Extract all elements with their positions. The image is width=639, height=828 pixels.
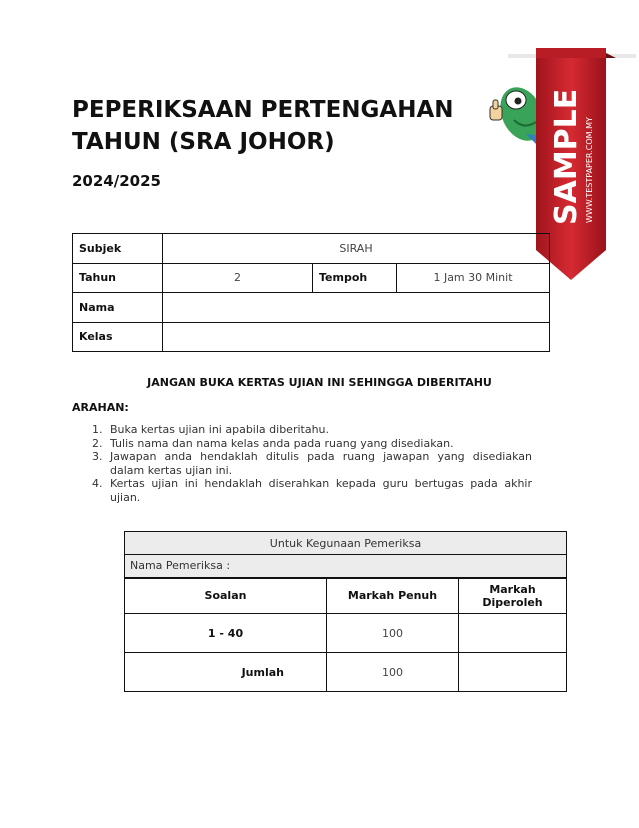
ribbon-subtext: WWW.TESTPAPER.COM.MY (585, 117, 594, 223)
col-full-marks: Markah Penuh (327, 578, 459, 614)
class-field[interactable] (163, 322, 550, 352)
academic-year: 2024/2025 (72, 172, 161, 190)
info-table (72, 233, 550, 352)
title-line-2: TAHUN (SRA JOHOR) (72, 129, 335, 155)
col-obtained: Markah Diperoleh (459, 578, 567, 614)
question-range: 1 - 40 (125, 614, 327, 653)
instructions-list (92, 423, 532, 504)
list-item: 4. Kertas ujian ini hendaklah diserahkan kepada guru bertugas pada akhir ujian. (92, 477, 532, 504)
year-label: Tahun (73, 263, 163, 293)
document-title (72, 94, 454, 158)
col-question: Soalan (125, 578, 327, 614)
list-item: 1. Buka kertas ujian ini apabila diberitahu. (92, 423, 330, 436)
obtained-marks-field[interactable] (459, 614, 567, 653)
list-item: 2. Tulis nama dan nama kelas anda pada ruang yang disediakan. (92, 436, 454, 450)
duration-value: 1 Jam 30 Minit (397, 263, 550, 293)
total-obtained-field[interactable] (459, 653, 567, 692)
table-row (125, 614, 567, 653)
name-label: Nama (73, 293, 163, 323)
table-row (125, 653, 567, 692)
instructions-heading: ARAHAN: (72, 401, 129, 414)
full-marks-value: 100 (327, 614, 459, 653)
total-label: Jumlah (125, 653, 327, 692)
examiner-name-label: Nama Pemeriksa : (125, 555, 567, 578)
ribbon-text: SAMPLE (549, 88, 584, 225)
class-label: Kelas (73, 322, 163, 352)
examiner-header: Untuk Kegunaan Pemeriksa (125, 532, 567, 555)
name-field[interactable] (163, 293, 550, 323)
subject-label: Subjek (73, 234, 163, 264)
duration-label: Tempoh (313, 263, 397, 293)
year-value: 2 (163, 263, 313, 293)
total-full-marks: 100 (327, 653, 459, 692)
title-line-1: PEPERIKSAAN PERTENGAHAN (72, 97, 454, 123)
warning-text: JANGAN BUKA KERTAS UJIAN INI SEHINGGA DIBERITAHU (147, 376, 492, 389)
subject-value: SIRAH (163, 234, 550, 264)
examiner-table (124, 531, 567, 692)
list-item: 3. Jawapan anda hendaklah ditulis pada ruang jawapan yang disediakan dalam kertas ujian ini. (92, 450, 532, 477)
